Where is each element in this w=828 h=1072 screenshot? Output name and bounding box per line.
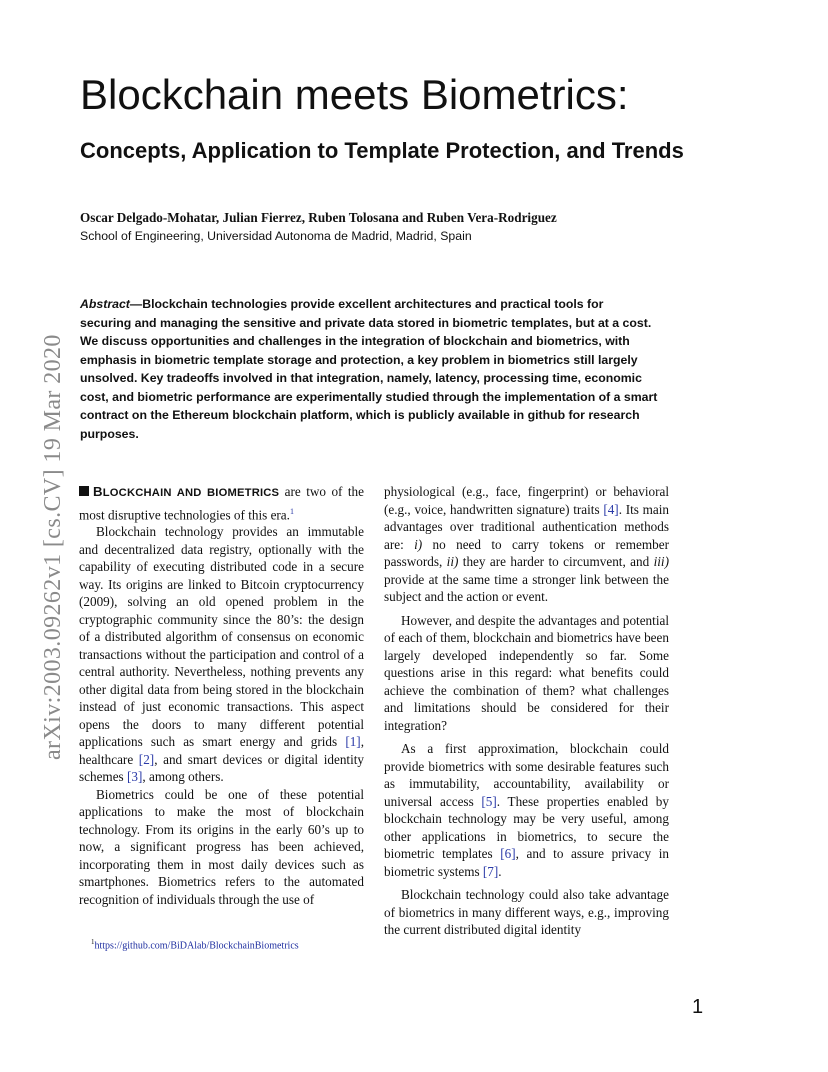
- paragraph-traits: physiological (e.g., face, fingerprint) or behavioral (e.g., voice, handwritten signature) traits [4]. Its main advantages over traditional authentication methods are: i) no need to carry tokens or remember passwords, ii) they are harder to circumvent, and iii) provide at the same time a stronger link between the subject and the action or event.: [384, 484, 670, 604]
- abstract-label: Abstract: [80, 297, 130, 311]
- arxiv-stamp: arXiv:2003.09262v1 [cs.CV] 19 Mar 2020: [40, 334, 66, 760]
- citation-link[interactable]: [2]: [138, 751, 155, 767]
- citation-link[interactable]: [3]: [126, 769, 143, 785]
- page-number: 1: [692, 996, 704, 1018]
- paragraph-approximation: As a first approximation, blockchain could provide biometrics with some desirable features such as immutability, accountability, availability or universal access [5]. These properties enabled by blockchain technology may be very useful, among other applications in biometrics, to secure the biometric templates [6], and to assure privacy in biometric systems [7].: [384, 741, 669, 879]
- paragraph-biometrics: Biometrics could be one of these potential applications to make the most of blockchain technology. From its origins in the early 60’s up to now, a significant progress has been achieved, incorporating them in most daily devices such as smartphones. Biometrics refers to the automated recognition of individuals through the use of: [79, 786, 364, 907]
- section-heading: BLOCKCHAIN AND BIOMETRICS: [93, 484, 280, 499]
- paragraph-however: However, and despite the advantages and potential of each of them, blockchain and biometrics have been largely developed independently so far. Some questions arise in this regard: what benefits could achieve the combination of them? what challenges and limitations should be considered for their integration?: [384, 612, 669, 733]
- footnote: [91, 938, 299, 951]
- arxiv-sidebar: [20, 280, 66, 760]
- citation-link[interactable]: [6]: [500, 846, 516, 861]
- footnote-mark: 1: [91, 938, 95, 946]
- citation-link[interactable]: [4]: [603, 501, 619, 517]
- author-list: Oscar Delgado-Mohatar, Julian Fierrez, Ruben Tolosana and Ruben Vera-Rodriguez: [80, 210, 557, 225]
- abstract-text: —Blockchain technologies provide excellent architectures and practical tools for securing and managing the sensitive and private data stored in biometric templates, but at a cost. We discuss opportunities and challenges in the integration of blockchain and biometrics, with emphasis in biometric template storage and protection, a key problem in biometrics still largely unsolved. Key tradeoffs involved in that integration, namely, latency, processing time, economic cost, and biometric performance are experimentally studied through the implementation of a smart contract on the Ethereum blockchain platform, which is publicly available in github for research purposes.: [80, 297, 658, 441]
- citation-link[interactable]: [1]: [345, 734, 361, 750]
- affiliation: School of Engineering, Universidad Autonoma de Madrid, Madrid, Spain: [80, 229, 472, 243]
- citation-link[interactable]: [7]: [482, 863, 499, 879]
- left-column: [79, 483, 364, 908]
- footnote-ref-link[interactable]: 1: [289, 506, 294, 516]
- section-marker-icon: [79, 486, 89, 496]
- citation-link[interactable]: [5]: [481, 793, 497, 809]
- paragraph-blockchain: Blockchain technology provides an immutable and decentralized data registry, optionally with the capability of executing distributed code in a secure way. Its origins are linked to Bitcoin cryptocurrency (2009), solving an old opened problem in the cryptographic community since the 80’s: the design of a distributed algorithm of consensus on economic transactions without the participation and control of a central authority. Nevertheless, nothing prevents any other digital data from being stored in the blockchain instead of just economic transactions. This aspect opens the doors to many different potential applications such as smart energy and grids [1], healthcare [2], and smart devices or digital identity schemes [3], among others.: [79, 524, 364, 785]
- paragraph-advantage: Blockchain technology could also take advantage of biometrics in many different ways, e.g., improving the current distributed digital identity: [384, 887, 669, 937]
- right-column: [384, 483, 669, 939]
- paper-subtitle: Concepts, Application to Template Protection, and Trends: [80, 138, 684, 163]
- intro-paragraph: BLOCKCHAIN AND BIOMETRICS are two of the most disruptive technologies of this era.$^1$: [79, 484, 364, 522]
- footnote-url-link[interactable]: https://github.com/BiDAlab/BlockchainBiometrics: [94, 940, 299, 952]
- abstract: [80, 295, 658, 443]
- paper-title: Blockchain meets Biometrics:: [80, 71, 629, 118]
